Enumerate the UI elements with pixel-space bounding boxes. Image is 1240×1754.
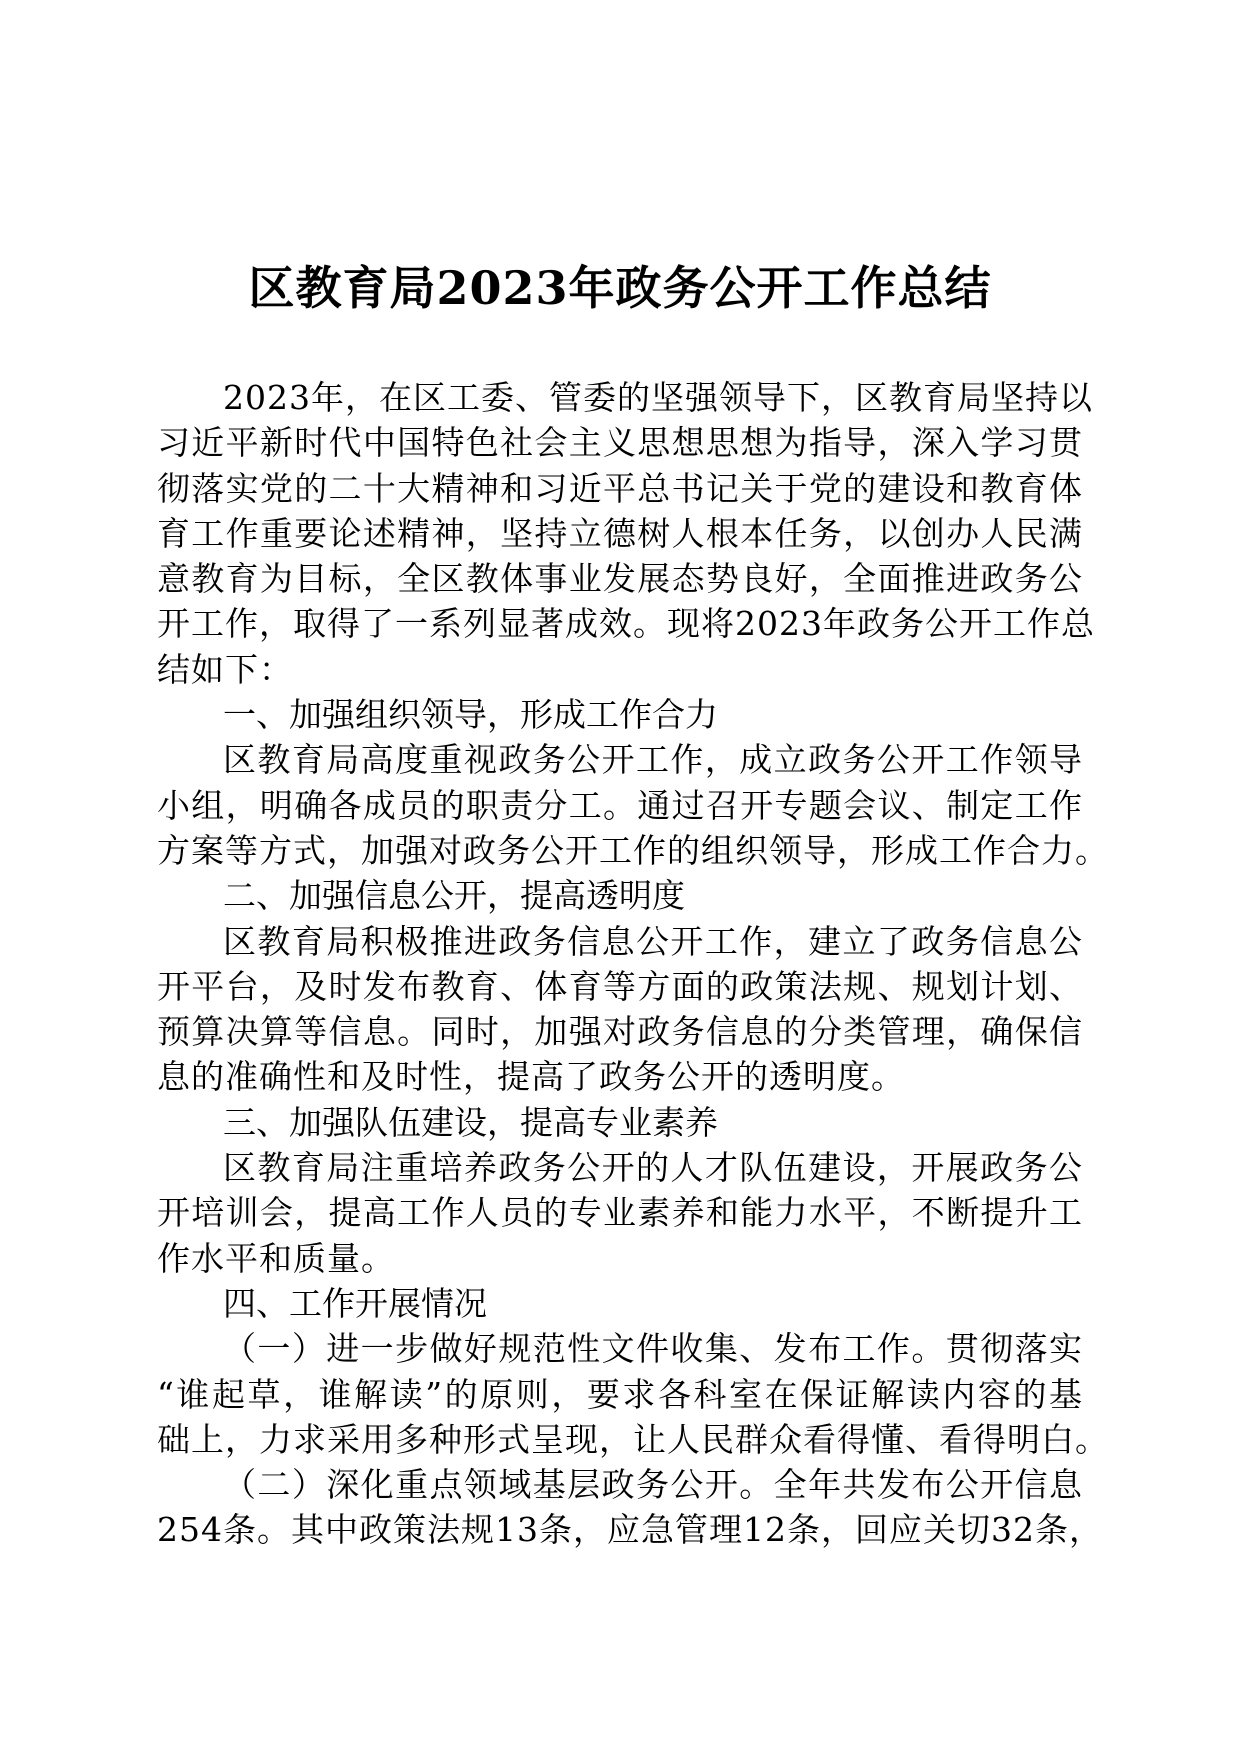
document-title: 区教育局2023年政务公开工作总结 — [248, 261, 992, 315]
section-1-paragraph — [157, 737, 1109, 873]
text-line: 开培训会，提高工作人员的专业素养和能力水平，不断提升工 — [157, 1193, 1083, 1233]
section-heading-1: 一、加强组织领导，形成工作合力 — [223, 695, 718, 735]
section-4-sub-1-paragraph — [157, 1326, 1109, 1462]
text-line: 2023年，在区工委、管委的坚强领导下，区教育局坚持以 — [223, 378, 1093, 417]
text-line: 预算决算等信息。同时，加强对政务信息的分类管理，确保信 — [157, 1012, 1083, 1052]
section-heading-3: 三、加强队伍建设，提高专业素养 — [223, 1102, 718, 1142]
text-line: 作水平和质量。 — [157, 1238, 395, 1278]
text-line: 育工作重要论述精神，坚持立德树人根本任务，以创办人民满 — [157, 513, 1083, 553]
text-line: 础上，力求采用多种形式呈现，让人民群众看得懂、看得明白。 — [157, 1419, 1109, 1459]
text-line: 意教育为目标，全区教体事业发展态势良好，全面推进政务公 — [157, 559, 1083, 599]
text-line: 息的准确性和及时性，提高了政务公开的透明度。 — [157, 1057, 905, 1097]
text-line: 254条。其中政策法规13条，应急管理12条，回应关切32条， — [157, 1510, 1103, 1550]
section-4-sub-2-paragraph — [157, 1462, 1103, 1553]
text-line: 开工作，取得了一系列显著成效。现将2023年政务公开工作总 — [157, 604, 1095, 644]
intro-paragraph — [157, 375, 1095, 692]
text-line: 区教育局注重培养政务公开的人才队伍建设，开展政务公 — [223, 1148, 1083, 1188]
section-2-paragraph — [157, 919, 1083, 1100]
text-line: （一）进一步做好规范性文件收集、发布工作。贯彻落实 — [223, 1329, 1083, 1369]
text-line: 方案等方式，加强对政务公开工作的组织领导，形成工作合力。 — [157, 830, 1109, 870]
section-heading-4: 四、工作开展情况 — [223, 1283, 487, 1323]
text-line: 开平台，及时发布教育、体育等方面的政策法规、规划计划、 — [157, 966, 1083, 1006]
text-line: 结如下： — [157, 649, 293, 689]
text-line: 小组，明确各成员的职责分工。通过召开专题会议、制定工作 — [157, 785, 1083, 825]
text-line: （二）深化重点领域基层政务公开。全年共发布公开信息 — [223, 1465, 1083, 1505]
section-3-paragraph — [157, 1145, 1083, 1281]
text-line: 彻落实党的二十大精神和习近平总书记关于党的建设和教育体 — [157, 468, 1083, 508]
section-heading-2: 二、加强信息公开，提高透明度 — [223, 876, 685, 916]
text-line: 习近平新时代中国特色社会主义思想思想为指导，深入学习贯 — [157, 423, 1083, 463]
text-line: 区教育局高度重视政务公开工作，成立政务公开工作领导 — [223, 740, 1083, 780]
text-line: “谁起草，谁解读”的原则，要求各科室在保证解读内容的基 — [157, 1374, 1083, 1414]
text-line: 区教育局积极推进政务信息公开工作，建立了政务信息公 — [223, 921, 1083, 961]
document-body — [157, 375, 1109, 1553]
